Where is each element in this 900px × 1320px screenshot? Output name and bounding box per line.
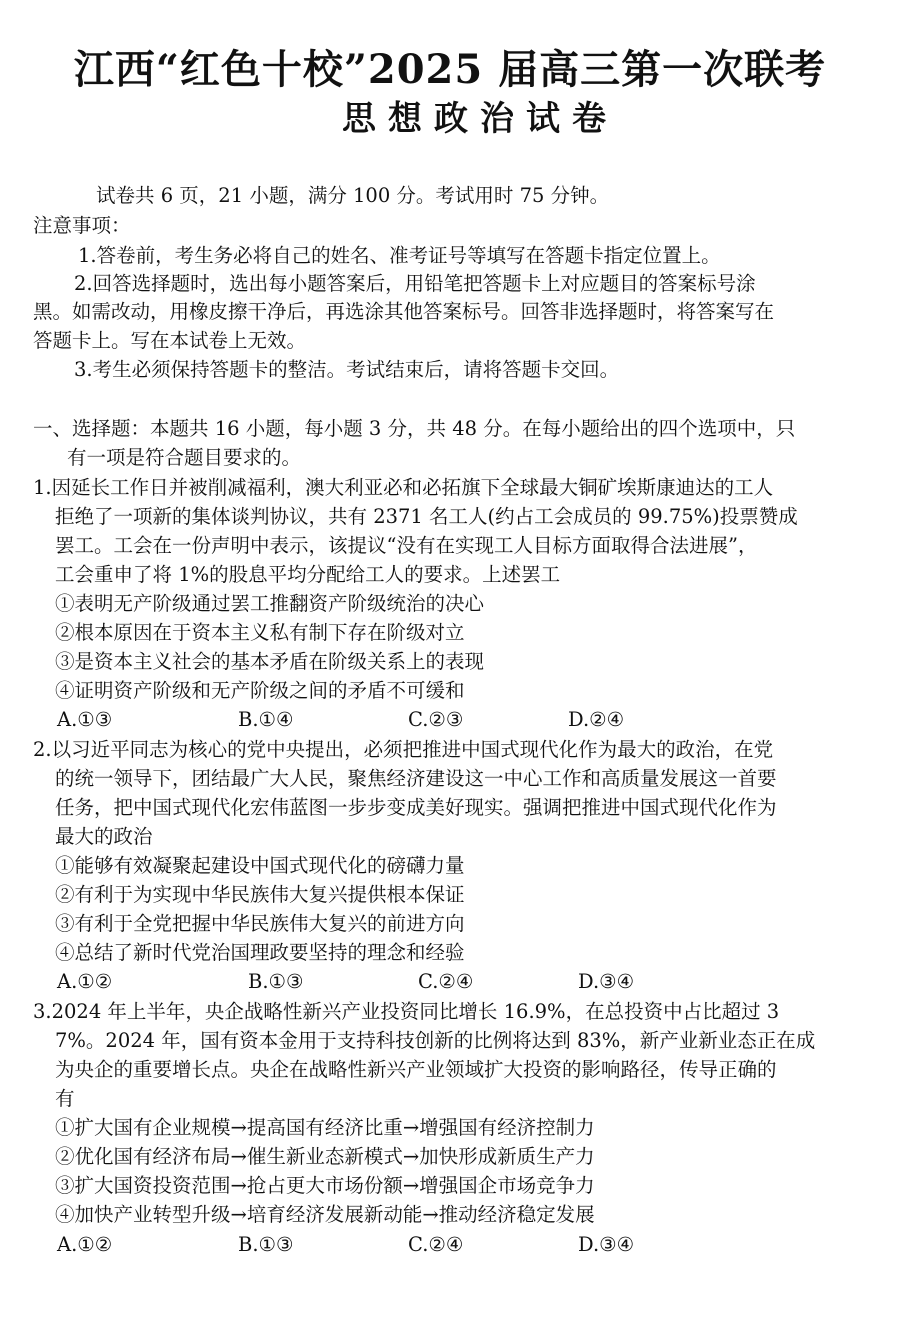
- q2-option-d[interactable]: D.③④: [578, 970, 635, 993]
- notice-heading: 注意事项：: [33, 214, 131, 237]
- section-heading-line-2: 有一项是符合题目要求的。: [67, 446, 302, 469]
- q3-stem-line-1: 3.2024 年上半年，央企战略性新兴产业投资同比增长 16.9%，在总投资中占比超过 3: [33, 1000, 780, 1023]
- q3-option-a[interactable]: A.①②: [57, 1233, 113, 1256]
- q2-option-c[interactable]: C.②④: [418, 970, 474, 993]
- notice-item-2-line-2: 黑。如需改动，用橡皮擦干净后，再选涂其他答案标号。回答非选择题时，将答案写在: [33, 300, 775, 323]
- exam-title: 江西“红色十校”2025 届高三第一次联考: [73, 46, 827, 93]
- q3-statement-1: ①扩大国有企业规模→提高国有经济比重→增强国有经济控制力: [55, 1116, 595, 1139]
- q3-option-b[interactable]: B.①③: [238, 1233, 294, 1256]
- q3-option-d[interactable]: D.③④: [578, 1233, 635, 1256]
- q2-stem-line-4: 最大的政治: [55, 825, 153, 848]
- section-heading-line-1: 一、选择题：本题共 16 小题，每小题 3 分，共 48 分。在每小题给出的四个选项中，只: [33, 417, 796, 440]
- intro-text: 试卷共 6 页，21 小题，满分 100 分。考试用时 75 分钟。: [96, 184, 610, 207]
- q3-statement-2: ②优化国有经济布局→催生新业态新模式→加快形成新质生产力: [55, 1145, 595, 1168]
- q2-stem-line-2: 的统一领导下，团结最广大人民，聚焦经济建设这一中心工作和高质量发展这一首要: [55, 767, 777, 790]
- q2-statement-2: ②有利于为实现中华民族伟大复兴提供根本保证: [55, 883, 465, 906]
- q3-stem-line-3: 为央企的重要增长点。央企在战略性新兴产业领域扩大投资的影响路径，传导正确的: [55, 1058, 777, 1081]
- q1-option-b[interactable]: B.①④: [238, 708, 294, 731]
- q1-statement-3: ③是资本主义社会的基本矛盾在阶级关系上的表现: [55, 650, 485, 673]
- notice-item-2-line-3: 答题卡上。写在本试卷上无效。: [33, 329, 307, 352]
- q3-stem-line-2: 7%。2024 年，国有资本金用于支持科技创新的比例将达到 83%，新产业新业态正在成: [55, 1029, 816, 1052]
- q1-stem-line-4: 工会重申了将 1%的股息平均分配给工人的要求。上述罢工: [55, 563, 561, 586]
- notice-item-3: 3.考生必须保持答题卡的整洁。考试结束后，请将答题卡交回。: [74, 358, 620, 381]
- q2-option-a[interactable]: A.①②: [57, 970, 113, 993]
- q2-statement-4: ④总结了新时代党治国理政要坚持的理念和经验: [55, 941, 465, 964]
- q1-statement-4: ④证明资产阶级和无产阶级之间的矛盾不可缓和: [55, 679, 465, 702]
- notice-item-1: 1.答卷前，考生务必将自己的姓名、准考证号等填写在答题卡指定位置上。: [78, 244, 721, 267]
- q1-options: [0, 706, 900, 734]
- q2-options: [0, 968, 900, 996]
- q2-stem-line-3: 任务，把中国式现代化宏伟蓝图一步步变成美好现实。强调把推进中国式现代化作为: [55, 796, 777, 819]
- q3-statement-4: ④加快产业转型升级→培育经济发展新动能→推动经济稳定发展: [55, 1203, 595, 1226]
- q2-statement-1: ①能够有效凝聚起建设中国式现代化的磅礴力量: [55, 854, 465, 877]
- q1-statement-1: ①表明无产阶级通过罢工推翻资产阶级统治的决心: [55, 592, 485, 615]
- q3-statement-3: ③扩大国资投资范围→抢占更大市场份额→增强国企市场竞争力: [55, 1174, 595, 1197]
- q1-option-c[interactable]: C.②③: [408, 708, 464, 731]
- q1-stem-line-2: 拒绝了一项新的集体谈判协议，共有 2371 名工人(约占工会成员的 99.75%)投票赞成: [55, 505, 798, 528]
- q1-option-a[interactable]: A.①③: [57, 708, 113, 731]
- q1-stem-line-1: 1.因延长工作日并被削减福利，澳大利亚必和必拓旗下全球最大铜矿埃斯康迪达的工人: [33, 476, 774, 499]
- q3-stem-line-4: 有: [55, 1087, 75, 1110]
- q1-option-d[interactable]: D.②④: [568, 708, 625, 731]
- q2-option-b[interactable]: B.①③: [248, 970, 304, 993]
- q2-stem-line-1: 2.以习近平同志为核心的党中央提出，必须把推进中国式现代化作为最大的政治，在党: [33, 738, 774, 761]
- q3-options: [0, 1231, 900, 1259]
- exam-subtitle: 思想政治试卷: [342, 99, 618, 139]
- q1-stem-line-3: 罢工。工会在一份声明中表示，该提议“没有在实现工人目标方面取得合法进展”，: [55, 534, 758, 557]
- q3-option-c[interactable]: C.②④: [408, 1233, 464, 1256]
- notice-item-2-line-1: 2.回答选择题时，选出每小题答案后，用铅笔把答题卡上对应题目的答案标号涂: [74, 272, 756, 295]
- q2-statement-3: ③有利于全党把握中华民族伟大复兴的前进方向: [55, 912, 465, 935]
- q1-statement-2: ②根本原因在于资本主义私有制下存在阶级对立: [55, 621, 465, 644]
